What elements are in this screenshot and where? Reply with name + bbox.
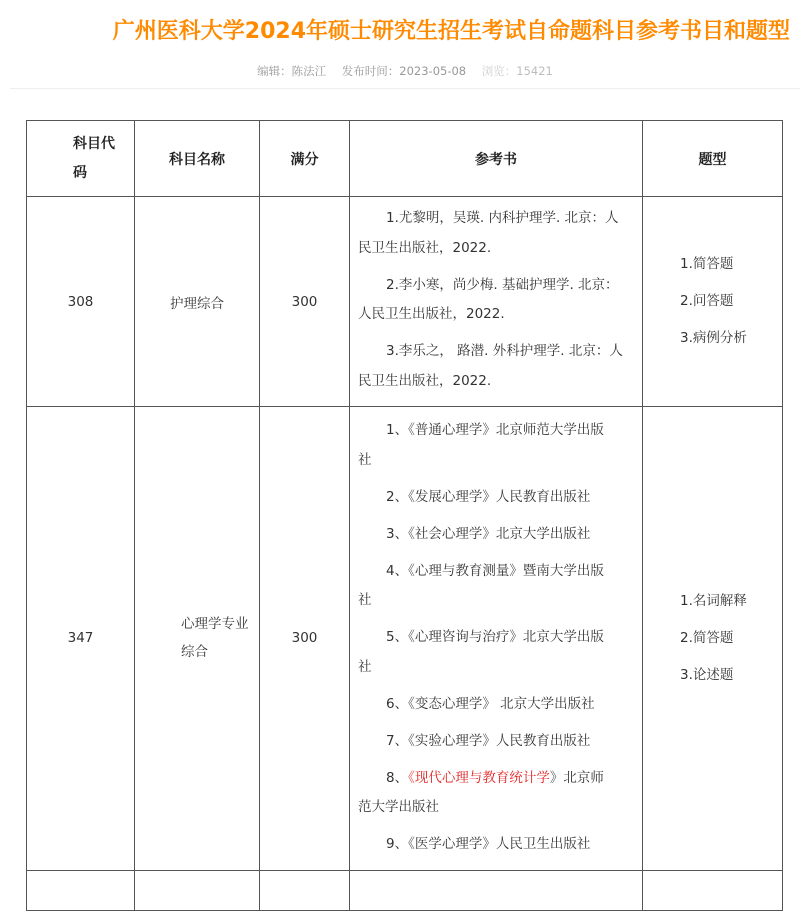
table-row bbox=[27, 407, 783, 871]
article-meta bbox=[0, 63, 810, 79]
ref-item bbox=[358, 416, 634, 446]
ref-item-cont: 人民卫生出版社，2022. bbox=[358, 306, 505, 322]
ref-line: 4、《心理与教育测量》暨南大学出版 bbox=[386, 562, 604, 579]
ref-line: 9、《医学心理学》人民卫生出版社 bbox=[386, 836, 591, 852]
ref-line: 1、《普通心理学》北京师范大学出版 bbox=[386, 422, 604, 438]
ref-item bbox=[358, 727, 634, 757]
type-item: 2.问答题 bbox=[680, 293, 734, 309]
cell-score: 300 bbox=[260, 197, 350, 407]
header-name: 科目名称 bbox=[135, 121, 260, 197]
ref-line: 3.李乐之， 路潜. 外科护理学. 北京：人 bbox=[386, 343, 623, 359]
ref-item bbox=[358, 271, 634, 301]
ref-item bbox=[358, 830, 634, 860]
ref-line-suffix: 》北京师 bbox=[549, 769, 604, 786]
type-item: 2.简答题 bbox=[680, 629, 734, 646]
ref-item-cont: 社 bbox=[358, 451, 372, 468]
ref-line: 2、《发展心理学》人民教育出版社 bbox=[386, 488, 591, 505]
ref-item-cont: 民卫生出版社，2022. bbox=[358, 239, 492, 256]
type-item: 1.名词解释 bbox=[680, 592, 747, 609]
views-label: 浏览： bbox=[481, 64, 517, 78]
cell-refs bbox=[350, 407, 643, 871]
ref-line: 5、《心理咨询与治疗》北京大学出版 bbox=[386, 629, 604, 645]
view-count bbox=[482, 64, 553, 78]
date-label: 发布时间： bbox=[341, 64, 400, 78]
header-ref: 参考书 bbox=[350, 121, 643, 197]
meta-divider bbox=[10, 88, 800, 89]
ref-item-cont: 范大学出版社 bbox=[358, 799, 439, 815]
editor-info bbox=[257, 64, 326, 78]
ref-item bbox=[358, 337, 634, 367]
ref-item-cont: 社 bbox=[358, 592, 372, 608]
header-code-line2: 码 bbox=[73, 164, 87, 181]
ref-item bbox=[358, 623, 634, 653]
header-type: 题型 bbox=[643, 121, 783, 197]
ref-line: 7、《实验心理学》人民教育出版社 bbox=[386, 732, 591, 749]
cell-name: 护理综合 bbox=[135, 197, 260, 407]
cell-score: 300 bbox=[260, 407, 350, 871]
ref-item bbox=[358, 483, 634, 513]
page-title: 广州医科大学2024年硕士研究生招生考试自命题科目参考书目和题型 bbox=[112, 19, 790, 44]
reference-books-table bbox=[26, 120, 783, 911]
ref-item-cont: 社 bbox=[358, 658, 372, 675]
ref-line-prefix: 8、 bbox=[386, 769, 409, 786]
ref-line: 2.李小寒，尚少梅. 基础护理学. 北京： bbox=[386, 276, 619, 293]
ref-line-highlight: 《现代心理与教育统计学 bbox=[408, 769, 550, 786]
header-score: 满分 bbox=[260, 121, 350, 197]
cell-types bbox=[643, 197, 783, 407]
ref-line: 1.尤黎明，吴瑛. 内科护理学. 北京：人 bbox=[386, 210, 619, 226]
type-item: 3.病例分析 bbox=[680, 330, 747, 346]
ref-item bbox=[358, 557, 634, 587]
cell-empty bbox=[260, 870, 350, 910]
cell-name bbox=[135, 407, 260, 871]
cell-code: 347 bbox=[27, 407, 135, 871]
cell-empty bbox=[643, 870, 783, 910]
ref-item bbox=[358, 520, 634, 550]
cell-code: 308 bbox=[27, 197, 135, 407]
name-line2: 综合 bbox=[181, 644, 208, 661]
date-value: 2023-05-08 bbox=[399, 64, 467, 78]
ref-item bbox=[358, 764, 634, 794]
table-row bbox=[27, 197, 783, 407]
header-code bbox=[27, 121, 135, 197]
cell-types bbox=[643, 407, 783, 871]
header-code-line1: 科目代 bbox=[73, 135, 115, 152]
ref-item bbox=[358, 204, 634, 234]
editor-name: 陈法江 bbox=[291, 64, 327, 78]
ref-line: 6、《变态心理学》 北京大学出版社 bbox=[386, 695, 595, 712]
cell-refs bbox=[350, 197, 643, 407]
ref-item bbox=[358, 690, 634, 720]
type-item: 3.论述题 bbox=[680, 666, 734, 683]
views-value: 15421 bbox=[516, 64, 553, 78]
table-row bbox=[27, 870, 783, 910]
table-header-row bbox=[27, 121, 783, 197]
cell-empty bbox=[27, 870, 135, 910]
ref-item-cont: 民卫生出版社，2022. bbox=[358, 372, 492, 389]
ref-line: 3、《社会心理学》北京大学出版社 bbox=[386, 525, 591, 542]
publish-date bbox=[342, 64, 466, 78]
name-line1: 心理学专业 bbox=[181, 616, 249, 633]
cell-empty bbox=[350, 870, 643, 910]
type-item: 1.简答题 bbox=[680, 256, 734, 272]
editor-label: 编辑： bbox=[257, 64, 292, 78]
cell-empty bbox=[135, 870, 260, 910]
